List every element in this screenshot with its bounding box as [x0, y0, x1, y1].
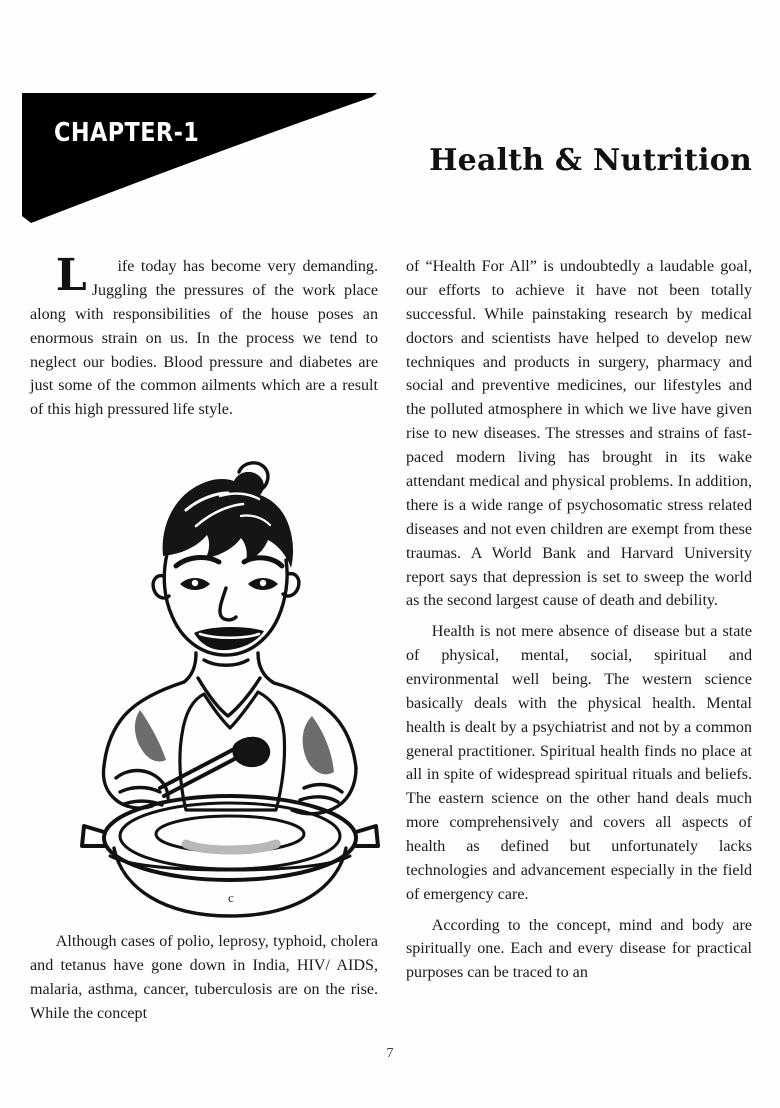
page-number: 7	[386, 1046, 394, 1061]
chapter-banner	[20, 90, 380, 226]
right-column	[406, 255, 752, 986]
left-paragraph-1-text: ife today has become very demanding. Juggling the pressures of the work place along with responsibilities of the house poses an enormous strain on us. In the process we tend to neglect our bodies. Blood pressure and diabetes are just some of the common ailments which are a result of this high pressured life style.	[30, 258, 378, 419]
right-paragraph-2: Health is not mere absence of disease but a state of physical, mental, social, spiritual and environmental well being. The western science basically deals with the physical health. Mental health is dealt by a psychiatrist and not by a common general practitioner. Spiritual health finds no place at all in spite of widespread spiritual rituals and beliefs. The eastern science on the other hand deals much more comprehensively and covers all aspects of health as defined but unfortunately lacks technologies and advancement especially in the field of emergency care.	[406, 623, 752, 903]
left-paragraph-2: Although cases of polio, leprosy, typhoid, cholera and tetanus have gone down in India, HIV/ AIDS, malaria, asthma, cancer, tuberculosis are on the rise. While the concept	[30, 933, 378, 1022]
left-column	[30, 250, 378, 423]
chapter-label: CHAPTER-1	[54, 118, 200, 148]
page-title: Health & Nutrition	[429, 143, 752, 178]
illustration-child-eating	[68, 448, 392, 924]
left-column-lower	[30, 930, 378, 1026]
chapter-banner-wedge	[20, 90, 380, 226]
drop-cap: L	[55, 250, 87, 301]
left-paragraph-1	[30, 250, 378, 422]
right-paragraph-3: According to the concept, mind and body are spiritually one. Each and every disease for practical purposes can be traced to an	[406, 916, 752, 982]
right-paragraph-1: of “Health For All” is undoubtedly a laudable goal, our efforts to achieve it have not been totally successful. While painstaking research by medical doctors and scientists have helped to develop new techniques and products in surgery, pharmacy and social and preventive medicines, our lifestyles and the polluted atmosphere in which we live have given rise to new diseases. The stresses and strains of fast-paced modern living has brought in its wake attendant medical and physical problems. In addition, there is a wide range of psychosomatic stress related diseases and not even children are exempt from these traumas. A World Bank and Harvard University report says that depression is set to sweep the world as the second largest cause of death and debility.	[406, 258, 752, 610]
illustration-signature: c	[228, 890, 234, 905]
illustration-artwork	[68, 448, 392, 924]
